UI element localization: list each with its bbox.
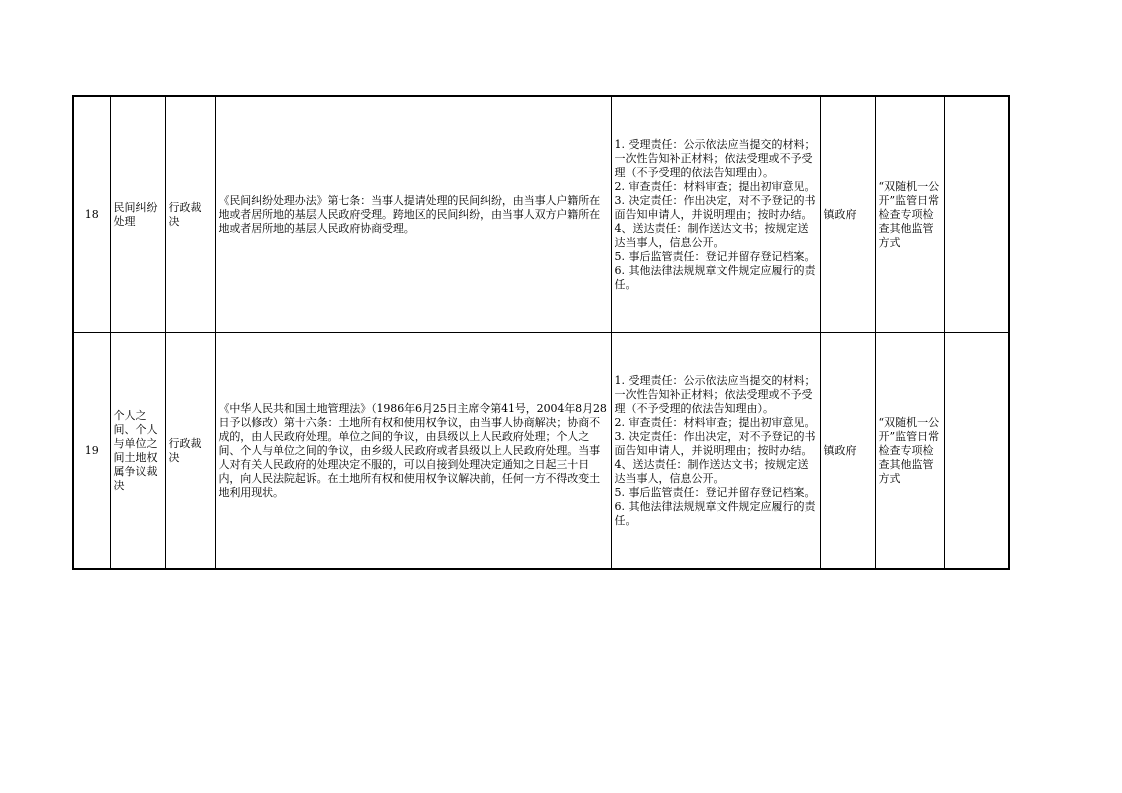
power-list-table xyxy=(72,95,1010,570)
responsibility-item: 1. 受理责任：公示依法应当提交的材料；一次性告知补正材料；依法受理或不予受理（不予受理的依法告知理由）。 xyxy=(614,373,816,415)
responsible-department: 镇政府 xyxy=(820,96,875,333)
responsibility-item: 2. 审查责任：材料审查；提出初审意见。 xyxy=(614,179,816,193)
responsibility-item: 4、送达责任：制作送达文书；按规定送达当事人，信息公开。 xyxy=(614,221,809,249)
responsibility-item: 4、送达责任：制作送达文书；按规定送达当事人，信息公开。 xyxy=(614,457,809,485)
supervision-method: “双随机一公开”监管日常检查专项检查其他监管方式 xyxy=(875,333,944,570)
responsibility-list xyxy=(611,333,820,570)
responsibility-list xyxy=(611,96,820,333)
remark-cell xyxy=(944,96,1009,333)
supervision-method: “双随机一公开”监管日常检查专项检查其他监管方式 xyxy=(875,96,944,333)
responsibility-item: 5. 事后监管责任：登记并留存登记档案。 xyxy=(614,249,816,263)
item-type: 行政裁决 xyxy=(165,333,215,570)
responsibility-item: 6. 其他法律法规规章文件规定应履行的责任。 xyxy=(614,263,816,291)
responsibility-item: 1. 受理责任：公示依法应当提交的材料；一次性告知补正材料；依法受理或不予受理（不予受理的依法告知理由）。 xyxy=(614,137,816,179)
table-row xyxy=(73,333,1009,570)
item-name: 民间纠纷处理 xyxy=(110,96,165,333)
legal-basis: 《中华人民共和国土地管理法》（1986年6月25日主席令第41号，2004年8月28日予以修改）第十六条：土地所有权和使用权争议，由当事人协商解决；协商不成的，由人民政府处理。单位之间的争议，由县级以上人民政府处理；个人之间、个人与单位之间的争议，由乡级人民政府或者县级以上人民政府处理。当事人对有关人民政府的处理决定不服的，可以自接到处理决定通知之日起三十日内，向人民法院起诉。在土地所有权和使用权争议解决前，任何一方不得改变土地利用现状。 xyxy=(215,333,611,570)
remark-cell xyxy=(944,333,1009,570)
item-name: 个人之间、个人与单位之间土地权属争议裁决 xyxy=(110,333,165,570)
responsibility-item: 3. 决定责任：作出决定，对不予登记的书面告知申请人，并说明理由；按时办结。 xyxy=(614,429,816,457)
table-row xyxy=(73,96,1009,333)
responsibility-item: 2. 审查责任：材料审查；提出初审意见。 xyxy=(614,415,816,429)
responsibility-item: 6. 其他法律法规规章文件规定应履行的责任。 xyxy=(614,499,816,527)
responsibility-item: 3. 决定责任：作出决定，对不予登记的书面告知申请人，并说明理由；按时办结。 xyxy=(614,193,816,221)
responsible-department: 镇政府 xyxy=(820,333,875,570)
item-type: 行政裁决 xyxy=(165,96,215,333)
item-number: 18 xyxy=(73,96,110,333)
legal-basis: 《民间纠纷处理办法》第七条：当事人提请处理的民间纠纷，由当事人户籍所在地或者居所地的基层人民政府受理。跨地区的民间纠纷，由当事人双方户籍所在地或者居所地的基层人民政府协商受理。 xyxy=(215,96,611,333)
responsibility-item: 5. 事后监管责任：登记并留存登记档案。 xyxy=(614,485,816,499)
item-number: 19 xyxy=(73,333,110,570)
